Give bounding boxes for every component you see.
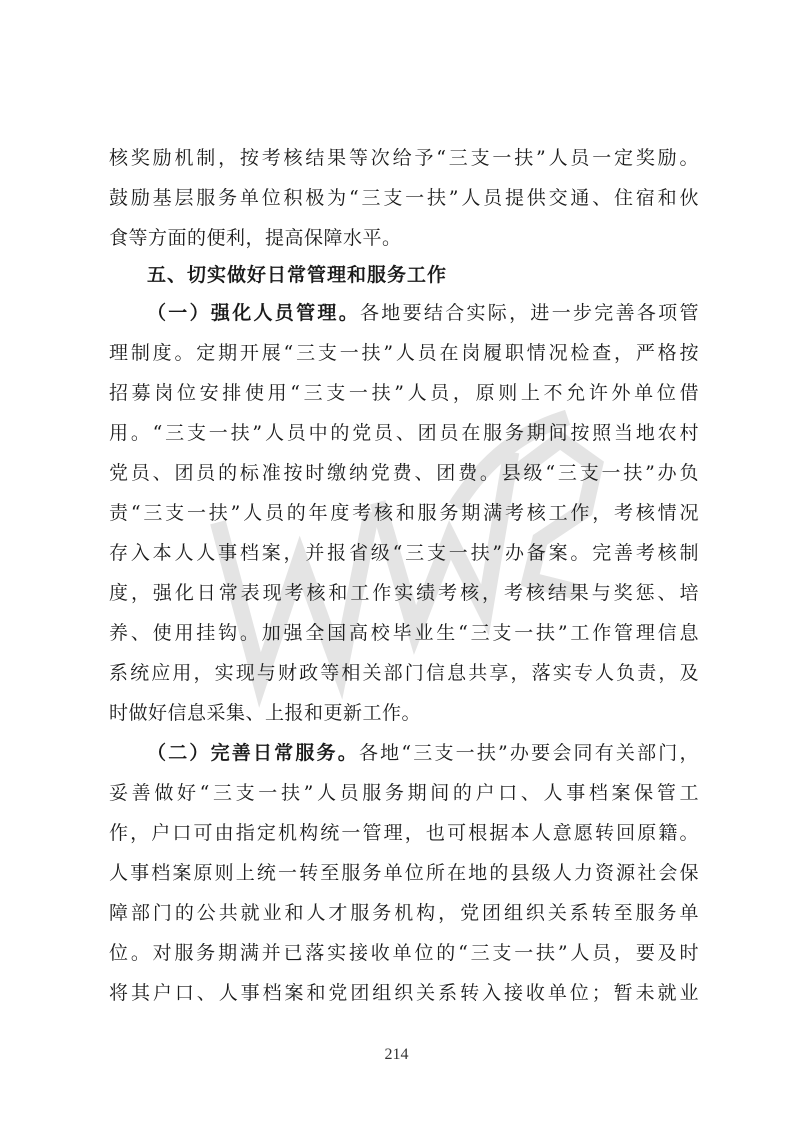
body-line — [109, 860, 699, 886]
text-segment: 人事档案原则上统一转至服务单位所在地的县级人力资源社会保 — [109, 862, 699, 884]
text-segment: 责“三支一扶”人员的年度考核和服务期满考核工作，考核情况 — [109, 502, 699, 524]
text-segment: 障部门的公共就业和人才服务机构，党团组织关系转至服务单 — [109, 902, 699, 924]
body-line — [109, 900, 699, 926]
text-segment: 位。对服务期满并已落实接收单位的“三支一扶”人员，要及时 — [109, 942, 699, 964]
body-line — [109, 380, 699, 406]
body-line — [147, 300, 699, 326]
text-segment: 养、使用挂钩。加强全国高校毕业生“三支一扶”工作管理信息 — [109, 622, 699, 644]
body-line — [109, 780, 699, 806]
subsection-title: （二）完善日常服务。 — [147, 742, 359, 764]
text-segment: 核奖励机制，按考核结果等次给予“三支一扶”人员一定奖励。 — [109, 147, 699, 169]
body-line — [109, 340, 699, 366]
text-segment: 存入本人人事档案，并报省级“三支一扶”办备案。完善考核制 — [109, 542, 699, 564]
body-line — [109, 540, 699, 566]
body-line — [109, 225, 699, 251]
text-segment: 将其户口、人事档案和党团组织关系转入接收单位；暂未就业 — [109, 982, 699, 1004]
text-segment: 系统应用，实现与财政等相关部门信息共享，落实专人负责，及 — [109, 662, 699, 684]
text-segment: 党员、团员的标准按时缴纳党费、团费。县级“三支一扶”办负 — [109, 462, 699, 484]
text-segment: 鼓励基层服务单位积极为“三支一扶”人员提供交通、住宿和伙 — [109, 187, 699, 209]
page-number: 214 — [384, 1046, 409, 1063]
text-segment: 食等方面的便利，提高保障水平。 — [109, 227, 402, 249]
text-segment: 时做好信息采集、上报和更新工作。 — [109, 702, 422, 724]
body-line — [109, 500, 699, 526]
text-segment: 各地“三支一扶”办要会同有关部门， — [358, 742, 699, 764]
body-line — [109, 185, 699, 211]
body-line — [109, 660, 699, 686]
text-segment: 招募岗位安排使用“三支一扶”人员，原则上不允许外单位借 — [109, 382, 699, 404]
text-segment: 度，强化日常表现考核和工作实绩考核，考核结果与奖惩、培 — [109, 582, 699, 604]
body-line — [109, 980, 699, 1006]
body-line — [109, 820, 699, 846]
section-heading — [147, 262, 447, 288]
text-segment: 妥善做好“三支一扶”人员服务期间的户口、人事档案保管工 — [109, 782, 699, 804]
text-segment: 用。“三支一扶”人员中的党员、团员在服务期间按照当地农村 — [109, 422, 699, 444]
body-line — [109, 460, 699, 486]
text-segment: 各地要结合实际，进一步完善各项管 — [360, 302, 699, 324]
section-heading-text: 五、切实做好日常管理和服务工作 — [147, 264, 448, 286]
text-segment: 理制度。定期开展“三支一扶”人员在岗履职情况检查，严格按 — [109, 342, 699, 364]
body-line — [109, 620, 699, 646]
body-line — [109, 700, 699, 726]
body-line — [109, 145, 699, 171]
text-segment: 作，户口可由指定机构统一管理，也可根据本人意愿转回原籍。 — [109, 822, 699, 844]
body-line — [109, 420, 699, 446]
body-line — [109, 940, 699, 966]
body-line — [109, 580, 699, 606]
subsection-title: （一）强化人员管理。 — [147, 302, 360, 324]
body-line — [147, 740, 699, 766]
